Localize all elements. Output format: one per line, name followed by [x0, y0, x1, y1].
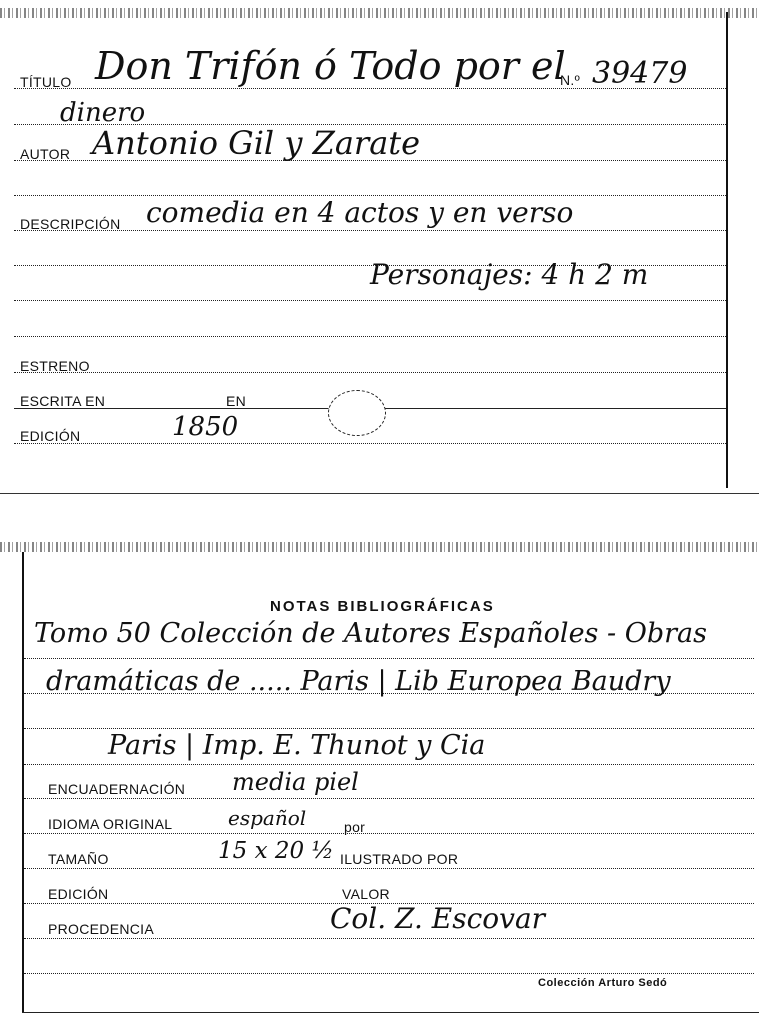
rule-line — [24, 728, 754, 729]
card-left-border — [22, 552, 24, 1012]
titulo-label: TÍTULO — [20, 74, 72, 90]
edicion-value-1: 1850 — [172, 412, 239, 442]
card-top-edge — [0, 8, 759, 18]
escrita-label: ESCRITA EN — [20, 393, 106, 409]
descripcion-label: DESCRIPCIÓN — [20, 216, 121, 232]
rule-line — [14, 300, 726, 301]
encuadernacion-label: ENCUADERNACIÓN — [48, 781, 186, 797]
tamano-label: TAMAÑO — [48, 851, 109, 867]
numero-value: 39479 — [592, 56, 688, 91]
card-top-edge — [0, 542, 759, 552]
numero-label: N.º — [560, 72, 581, 88]
idioma-value: español — [228, 806, 307, 830]
estreno-label: ESTRENO — [20, 358, 90, 374]
edicion-label-1: EDICIÓN — [20, 428, 81, 444]
card-separator — [0, 493, 759, 494]
notas-line-1: Tomo 50 Colección de Autores Españoles - Obras — [34, 618, 707, 649]
personajes-value: Personajes: 4 h 2 m — [370, 258, 649, 291]
card-right-border — [726, 12, 728, 488]
en-label: EN — [226, 393, 247, 409]
procedencia-value: Col. Z. Escovar — [330, 902, 546, 935]
rule-line — [24, 868, 754, 869]
autor-label: AUTOR — [20, 146, 71, 162]
rule-line — [384, 408, 726, 409]
rule-line — [24, 658, 754, 659]
coleccion-footer: Colección Arturo Sedó — [538, 977, 668, 989]
procedencia-label: PROCEDENCIA — [48, 921, 154, 937]
tamano-value: 15 x 20 ½ — [218, 838, 334, 864]
rule-line — [14, 336, 726, 337]
rule-line — [24, 938, 754, 939]
descripcion-value: comedia en 4 actos y en verso — [146, 196, 574, 229]
edicion-label-2: EDICIÓN — [48, 886, 109, 902]
rule-line — [14, 372, 726, 373]
rule-line — [14, 230, 726, 231]
rule-line — [24, 764, 754, 765]
por-label: por — [344, 819, 366, 835]
catalog-card-back — [0, 540, 759, 1028]
notas-line-2: dramáticas de ..... Paris | Lib Europea Baudry — [46, 666, 671, 697]
notas-heading: NOTAS BIBLIOGRÁFICAS — [270, 598, 495, 615]
rule-line — [24, 798, 754, 799]
rule-line — [14, 443, 726, 444]
encuadernacion-value: media piel — [232, 768, 359, 796]
rule-line — [24, 973, 754, 974]
titulo-value: Don Trifón ó Todo por el — [95, 44, 566, 88]
ilustrado-label: ILUSTRADO POR — [340, 851, 459, 867]
punch-hole — [328, 390, 386, 436]
autor-value: Antonio Gil y Zarate — [92, 124, 421, 162]
notas-line-3: Paris | Imp. E. Thunot y Cia — [108, 730, 486, 761]
valor-label: VALOR — [342, 886, 390, 902]
catalog-card-front — [0, 0, 759, 495]
card-bottom-border — [22, 1012, 759, 1013]
idioma-label: IDIOMA ORIGINAL — [48, 816, 173, 832]
titulo-value-cont: dinero — [60, 98, 146, 128]
rule-line — [24, 833, 754, 834]
